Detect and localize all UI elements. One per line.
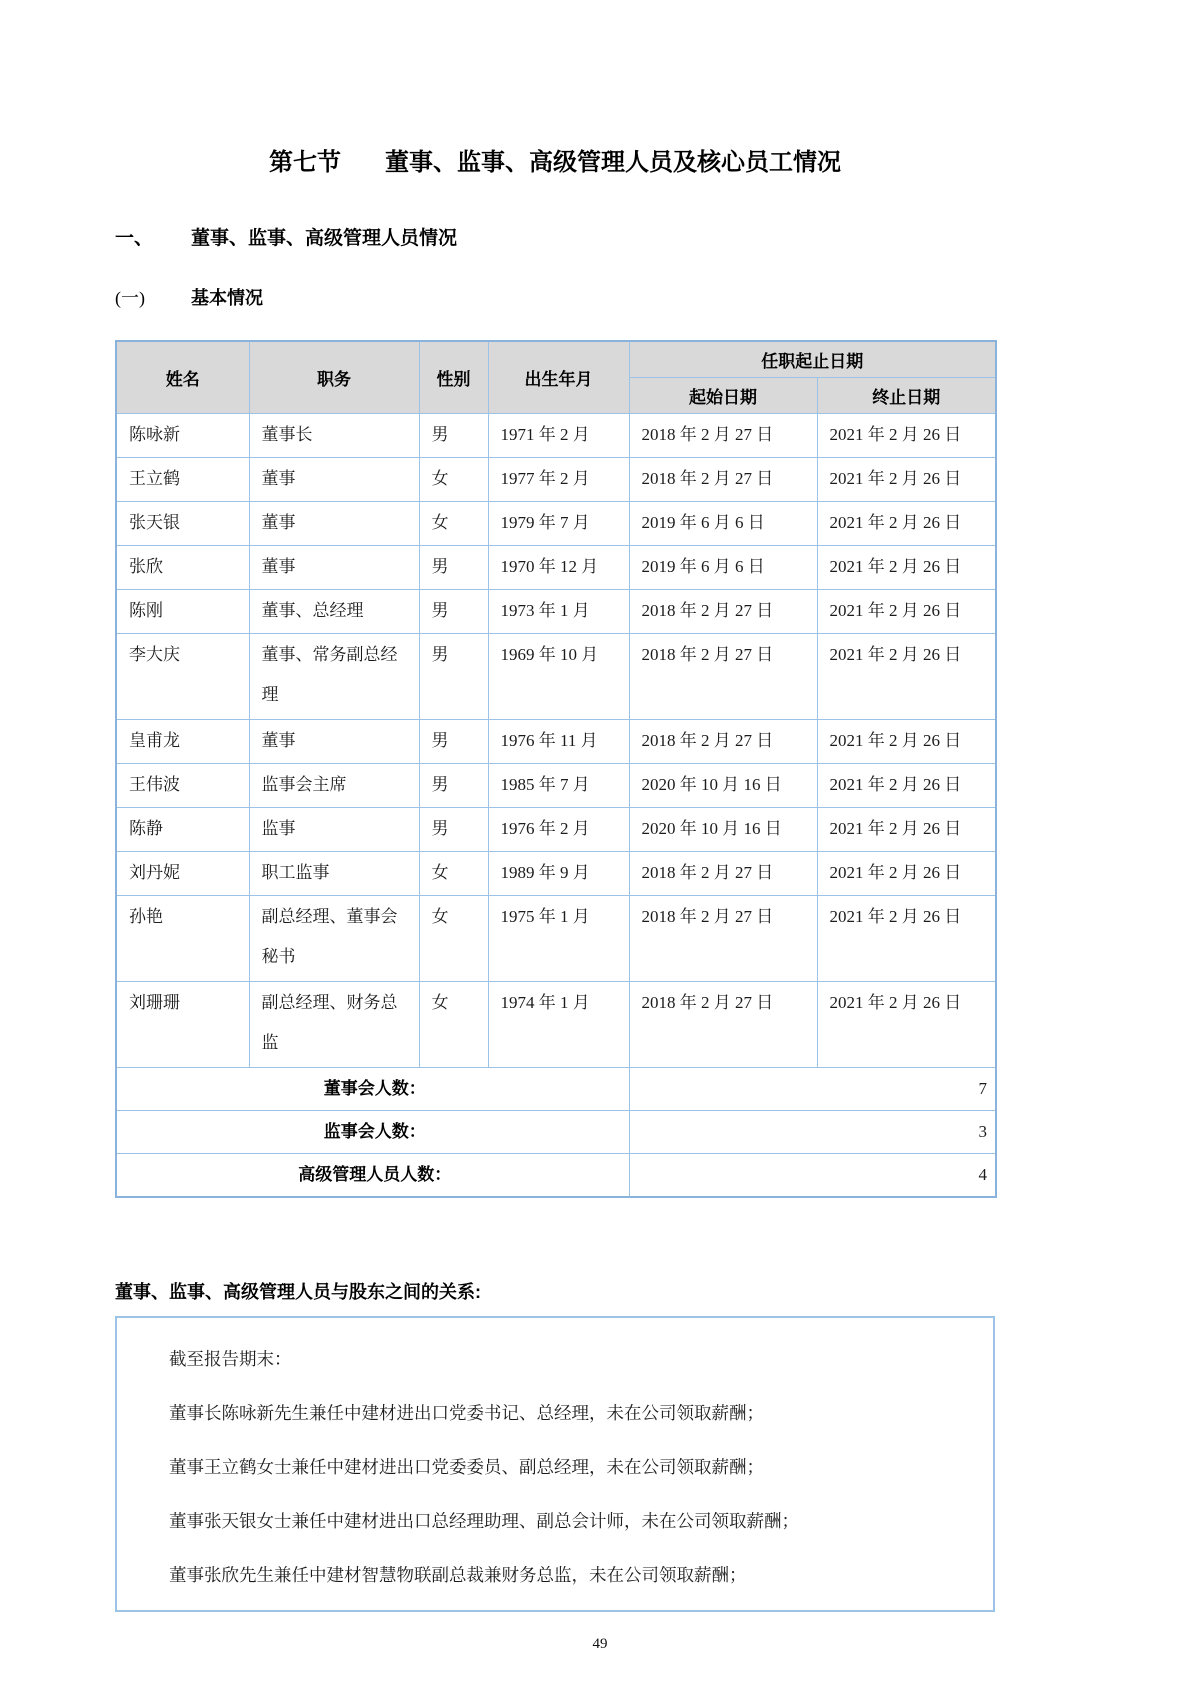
cell-name: 李大庆 bbox=[116, 634, 249, 720]
cell-birth: 1976 年 11 月 bbox=[488, 720, 629, 764]
subsection-number: (一) bbox=[115, 288, 145, 308]
cell-position: 监事 bbox=[249, 808, 419, 852]
table-row bbox=[116, 808, 996, 852]
table-row bbox=[116, 546, 996, 590]
cell-position: 董事长 bbox=[249, 414, 419, 458]
table-row bbox=[116, 982, 996, 1068]
relationship-heading: 董事、监事、高级管理人员与股东之间的关系: bbox=[115, 1282, 481, 1302]
header-birth: 出生年月 bbox=[488, 341, 629, 414]
cell-start-date: 2018 年 2 月 27 日 bbox=[629, 634, 817, 720]
cell-name: 张欣 bbox=[116, 546, 249, 590]
cell-end-date: 2021 年 2 月 26 日 bbox=[817, 590, 996, 634]
executive-count-label: 高级管理人员人数： bbox=[116, 1154, 629, 1198]
table-row bbox=[116, 852, 996, 896]
cell-start-date: 2020 年 10 月 16 日 bbox=[629, 808, 817, 852]
cell-end-date: 2021 年 2 月 26 日 bbox=[817, 458, 996, 502]
cell-name: 王伟波 bbox=[116, 764, 249, 808]
board-count-label: 董事会人数： bbox=[116, 1068, 629, 1111]
cell-name: 皇甫龙 bbox=[116, 720, 249, 764]
page-title bbox=[115, 0, 995, 177]
cell-name: 陈咏新 bbox=[116, 414, 249, 458]
summary-row-board bbox=[116, 1068, 996, 1111]
summary-row-supervisors bbox=[116, 1111, 996, 1154]
cell-gender: 男 bbox=[419, 414, 488, 458]
cell-gender: 女 bbox=[419, 458, 488, 502]
cell-gender: 女 bbox=[419, 502, 488, 546]
cell-birth: 1971 年 2 月 bbox=[488, 414, 629, 458]
cell-position: 副总经理、董事会秘书 bbox=[249, 896, 419, 982]
board-count-value: 7 bbox=[629, 1068, 996, 1111]
summary-row-executives bbox=[116, 1154, 996, 1198]
cell-birth: 1970 年 12 月 bbox=[488, 546, 629, 590]
cell-position: 董事 bbox=[249, 502, 419, 546]
chapter-title: 董事、监事、高级管理人员及核心员工情况 bbox=[385, 149, 841, 176]
section-number: 一、 bbox=[115, 228, 154, 249]
cell-gender: 男 bbox=[419, 590, 488, 634]
relationship-line: 董事王立鹤女士兼任中建材进出口党委委员、副总经理，未在公司领取薪酬； bbox=[169, 1457, 764, 1477]
cell-birth: 1977 年 2 月 bbox=[488, 458, 629, 502]
cell-position: 董事 bbox=[249, 546, 419, 590]
cell-birth: 1976 年 2 月 bbox=[488, 808, 629, 852]
page-content bbox=[115, 0, 995, 1612]
cell-end-date: 2021 年 2 月 26 日 bbox=[817, 634, 996, 720]
table-row bbox=[116, 764, 996, 808]
cell-gender: 女 bbox=[419, 896, 488, 982]
cell-end-date: 2021 年 2 月 26 日 bbox=[817, 546, 996, 590]
cell-end-date: 2021 年 2 月 26 日 bbox=[817, 808, 996, 852]
cell-position: 职工监事 bbox=[249, 852, 419, 896]
section-title: 董事、监事、高级管理人员情况 bbox=[191, 228, 458, 249]
table-header-row-1 bbox=[116, 341, 996, 378]
subsection-heading bbox=[115, 284, 995, 310]
cell-position: 董事 bbox=[249, 720, 419, 764]
cell-name: 张天银 bbox=[116, 502, 249, 546]
cell-end-date: 2021 年 2 月 26 日 bbox=[817, 502, 996, 546]
cell-start-date: 2019 年 6 月 6 日 bbox=[629, 502, 817, 546]
cell-name: 陈静 bbox=[116, 808, 249, 852]
executive-count-value: 4 bbox=[629, 1154, 996, 1198]
cell-start-date: 2018 年 2 月 27 日 bbox=[629, 590, 817, 634]
header-tenure: 任职起止日期 bbox=[629, 341, 996, 378]
cell-gender: 男 bbox=[419, 720, 488, 764]
cell-end-date: 2021 年 2 月 26 日 bbox=[817, 896, 996, 982]
cell-birth: 1979 年 7 月 bbox=[488, 502, 629, 546]
cell-start-date: 2018 年 2 月 27 日 bbox=[629, 896, 817, 982]
header-gender: 性别 bbox=[419, 341, 488, 414]
table-row bbox=[116, 720, 996, 764]
cell-gender: 男 bbox=[419, 634, 488, 720]
cell-start-date: 2018 年 2 月 27 日 bbox=[629, 458, 817, 502]
cell-start-date: 2018 年 2 月 27 日 bbox=[629, 720, 817, 764]
header-position: 职务 bbox=[249, 341, 419, 414]
section-heading bbox=[115, 223, 995, 250]
cell-birth: 1975 年 1 月 bbox=[488, 896, 629, 982]
table-row bbox=[116, 502, 996, 546]
relationship-line: 董事长陈咏新先生兼任中建材进出口党委书记、总经理，未在公司领取薪酬； bbox=[169, 1403, 764, 1423]
header-start-date: 起始日期 bbox=[629, 378, 817, 414]
supervisor-count-value: 3 bbox=[629, 1111, 996, 1154]
cell-name: 陈刚 bbox=[116, 590, 249, 634]
cell-birth: 1985 年 7 月 bbox=[488, 764, 629, 808]
page-number: 49 bbox=[592, 1636, 608, 1652]
chapter-number: 第七节 bbox=[269, 149, 341, 176]
cell-name: 王立鹤 bbox=[116, 458, 249, 502]
supervisor-count-label: 监事会人数： bbox=[116, 1111, 629, 1154]
cell-position: 监事会主席 bbox=[249, 764, 419, 808]
cell-name: 刘丹妮 bbox=[116, 852, 249, 896]
cell-end-date: 2021 年 2 月 26 日 bbox=[817, 414, 996, 458]
table-row bbox=[116, 634, 996, 720]
cell-end-date: 2021 年 2 月 26 日 bbox=[817, 982, 996, 1068]
relationship-line: 董事张欣先生兼任中建材智慧物联副总裁兼财务总监，未在公司领取薪酬； bbox=[169, 1565, 747, 1585]
cell-position: 董事、总经理 bbox=[249, 590, 419, 634]
cell-position: 董事、常务副总经理 bbox=[249, 634, 419, 720]
header-end-date: 终止日期 bbox=[817, 378, 996, 414]
cell-birth: 1974 年 1 月 bbox=[488, 982, 629, 1068]
cell-gender: 男 bbox=[419, 764, 488, 808]
cell-name: 刘珊珊 bbox=[116, 982, 249, 1068]
cell-birth: 1973 年 1 月 bbox=[488, 590, 629, 634]
subsection-title: 基本情况 bbox=[191, 288, 263, 308]
cell-start-date: 2018 年 2 月 27 日 bbox=[629, 414, 817, 458]
cell-birth: 1969 年 10 月 bbox=[488, 634, 629, 720]
cell-gender: 女 bbox=[419, 982, 488, 1068]
table-row bbox=[116, 458, 996, 502]
cell-start-date: 2018 年 2 月 27 日 bbox=[629, 982, 817, 1068]
cell-gender: 男 bbox=[419, 808, 488, 852]
header-name: 姓名 bbox=[116, 341, 249, 414]
table-row bbox=[116, 590, 996, 634]
cell-position: 副总经理、财务总监 bbox=[249, 982, 419, 1068]
cell-birth: 1989 年 9 月 bbox=[488, 852, 629, 896]
cell-position: 董事 bbox=[249, 458, 419, 502]
cell-gender: 女 bbox=[419, 852, 488, 896]
cell-end-date: 2021 年 2 月 26 日 bbox=[817, 720, 996, 764]
relationship-line: 截至报告期末： bbox=[169, 1349, 292, 1369]
management-table bbox=[115, 340, 997, 1198]
cell-end-date: 2021 年 2 月 26 日 bbox=[817, 852, 996, 896]
table-row bbox=[116, 414, 996, 458]
relationship-box bbox=[115, 1316, 995, 1612]
cell-gender: 男 bbox=[419, 546, 488, 590]
cell-start-date: 2019 年 6 月 6 日 bbox=[629, 546, 817, 590]
cell-start-date: 2020 年 10 月 16 日 bbox=[629, 764, 817, 808]
table-row bbox=[116, 896, 996, 982]
cell-start-date: 2018 年 2 月 27 日 bbox=[629, 852, 817, 896]
cell-end-date: 2021 年 2 月 26 日 bbox=[817, 764, 996, 808]
cell-name: 孙艳 bbox=[116, 896, 249, 982]
relationship-line: 董事张天银女士兼任中建材进出口总经理助理、副总会计师，未在公司领取薪酬； bbox=[169, 1511, 799, 1531]
